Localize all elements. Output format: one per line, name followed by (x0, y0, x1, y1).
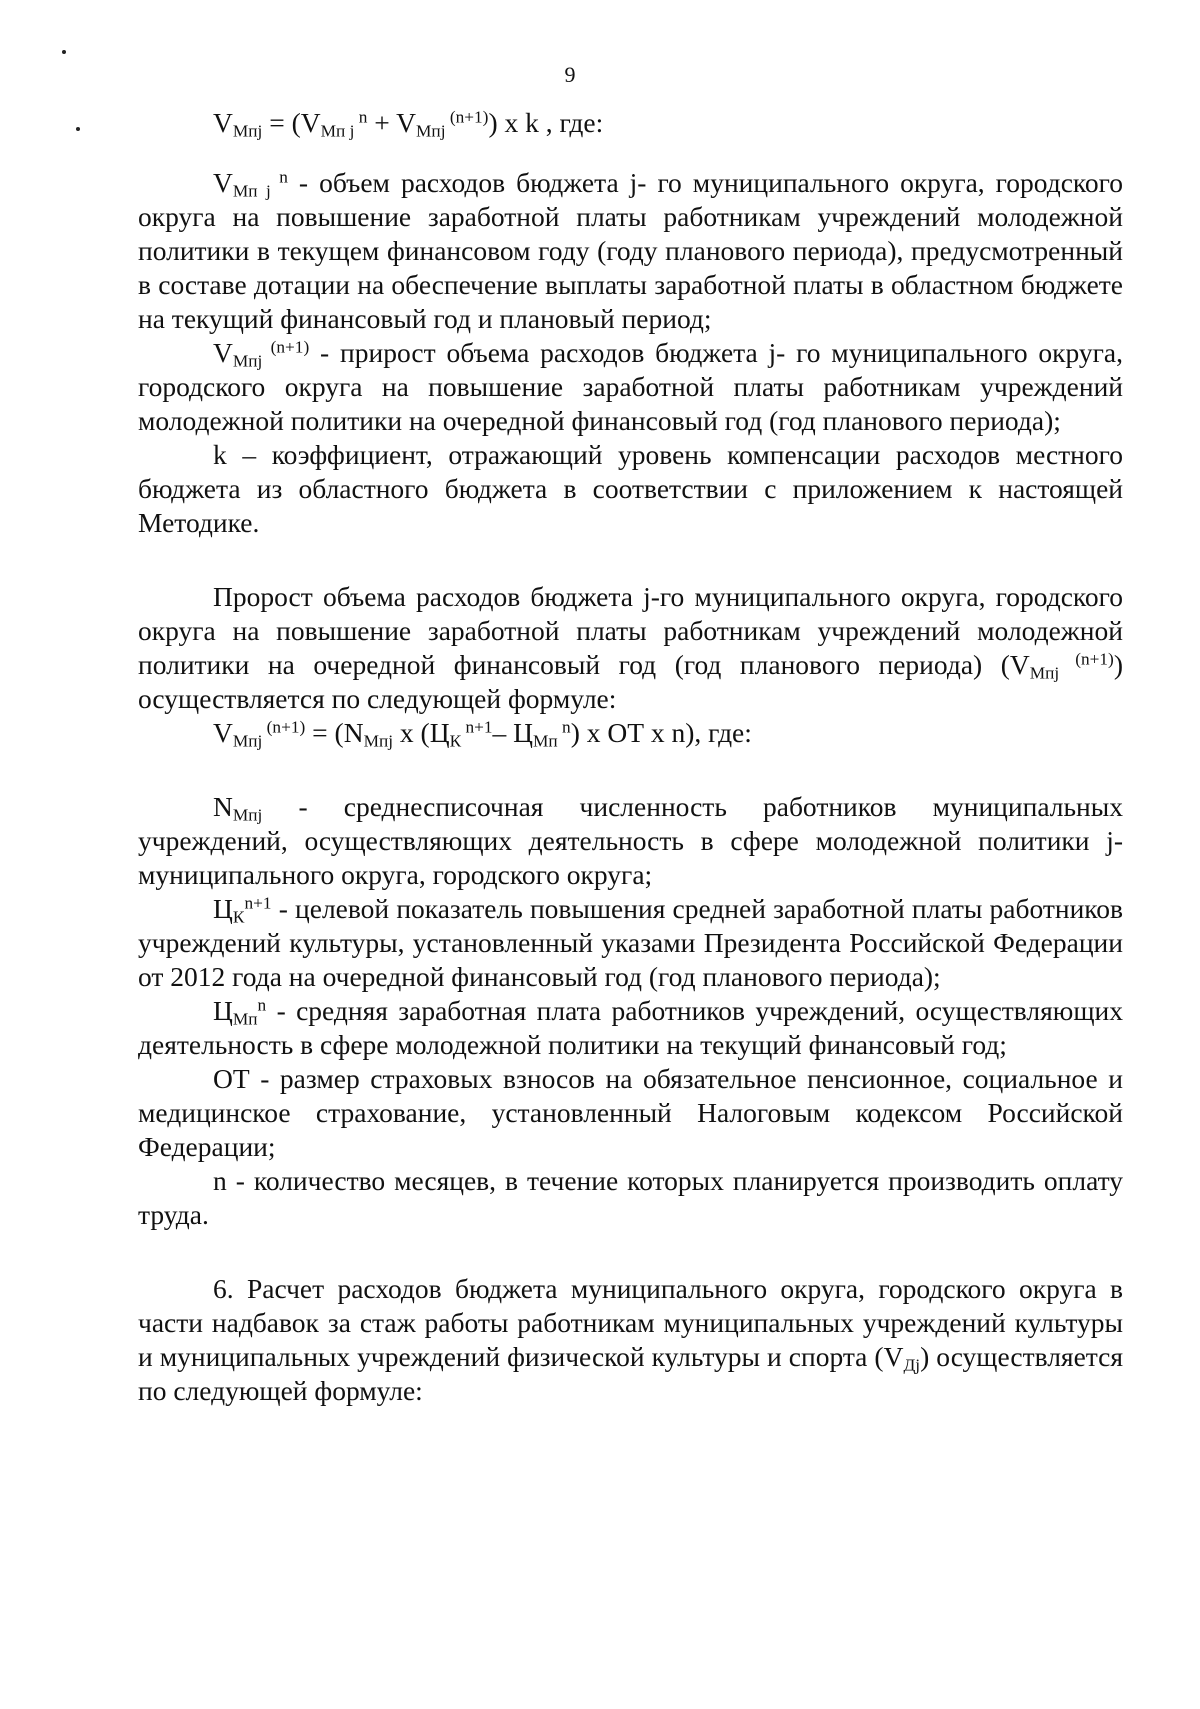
document-body (138, 106, 1123, 1408)
definition-nmpj: $N_{Мпj}$ - среднесписочная численность работников муниципальных учреждений, осуществляющих деятельность в сфере молодежной политики j-муниципального округа, городского округа; (138, 791, 1123, 890)
scan-dot-mark (62, 50, 66, 54)
definition-ck: $Ц_К^{n+1}$ - целевой показатель повышения средней заработной платы работников учреждений культуры, установленный указами Президента Российской Федерации от 2012 года на очередной финансовый год (год планового периода); (138, 893, 1123, 992)
definition-n: n - количество месяцев, в течение которых планируется производить оплату труда. (138, 1165, 1123, 1230)
definition-k: k – коэффициент, отражающий уровень компенсации расходов местного бюджета из областного бюджета в соответствии с приложением к настоящей Методике. (138, 439, 1123, 538)
formula-vmpj-growth: $V_{Мпj}$ $^{(n+1)} = (N_{Мпj}$ x ($Ц_К$ $^{n+1}$– $Ц_{Мп}$ $^n$) x ОТ x n), где: (213, 717, 752, 751)
definition-ot: ОТ - размер страховых взносов на обязательное пенсионное, социальное и медицинское страхование, установленный Налоговым кодексом Российской Федерации; (138, 1063, 1123, 1162)
definition-vmpj-n: $V_{Мп j}$ $^n$ - объем расходов бюджета j- го муниципального округа, городского округа на повышение заработной платы работникам учреждений молодежной политики в текущем финансовом году (году планового периода), предусмотренный в составе дотации на обеспечение выплаты заработной платы в областном бюджете на текущий финансовый год и плановый период; (138, 167, 1123, 334)
definition-vmpj-n1: $V_{Мпj}$ $^{(n+1)}$ - прирост объема расходов бюджета j- го муниципального округа, городского округа на повышение заработной платы работникам учреждений молодежной политики на очередной финансовый год (год планового периода); (138, 337, 1124, 436)
page-number: 9 (564, 62, 576, 87)
paragraph-growth: Пророст объема расходов бюджета j-го муниципального округа, городского округа на повышение заработной платы работникам учреждений молодежной политики на очередной финансовый год (год планового периода) ($V_{Мпj}$ $^{(n+1)}$) осуществляется по следующей формуле: (138, 581, 1123, 714)
paragraph-section-6: 6. Расчет расходов бюджета муниципального округа, городского округа в части надбавок за стаж работы работникам муниципальных учреждений культуры и муниципальных учреждений физической культуры и спорта $(V_{Дj})$ осуществляется по следующей формуле: (138, 1273, 1123, 1406)
scan-dot-mark (76, 127, 80, 131)
definition-cmp: $Ц_{Мп}^n$ - средняя заработная плата работников учреждений, осуществляющих деятельность в сфере молодежной политики на текущий финансовый год; (138, 995, 1123, 1060)
formula-vmpj: $V_{Мпj} = (V_{Мп j}$ $^n + V_{Мпj}$ $^{(n+1)}$) x k , где: (213, 107, 604, 141)
